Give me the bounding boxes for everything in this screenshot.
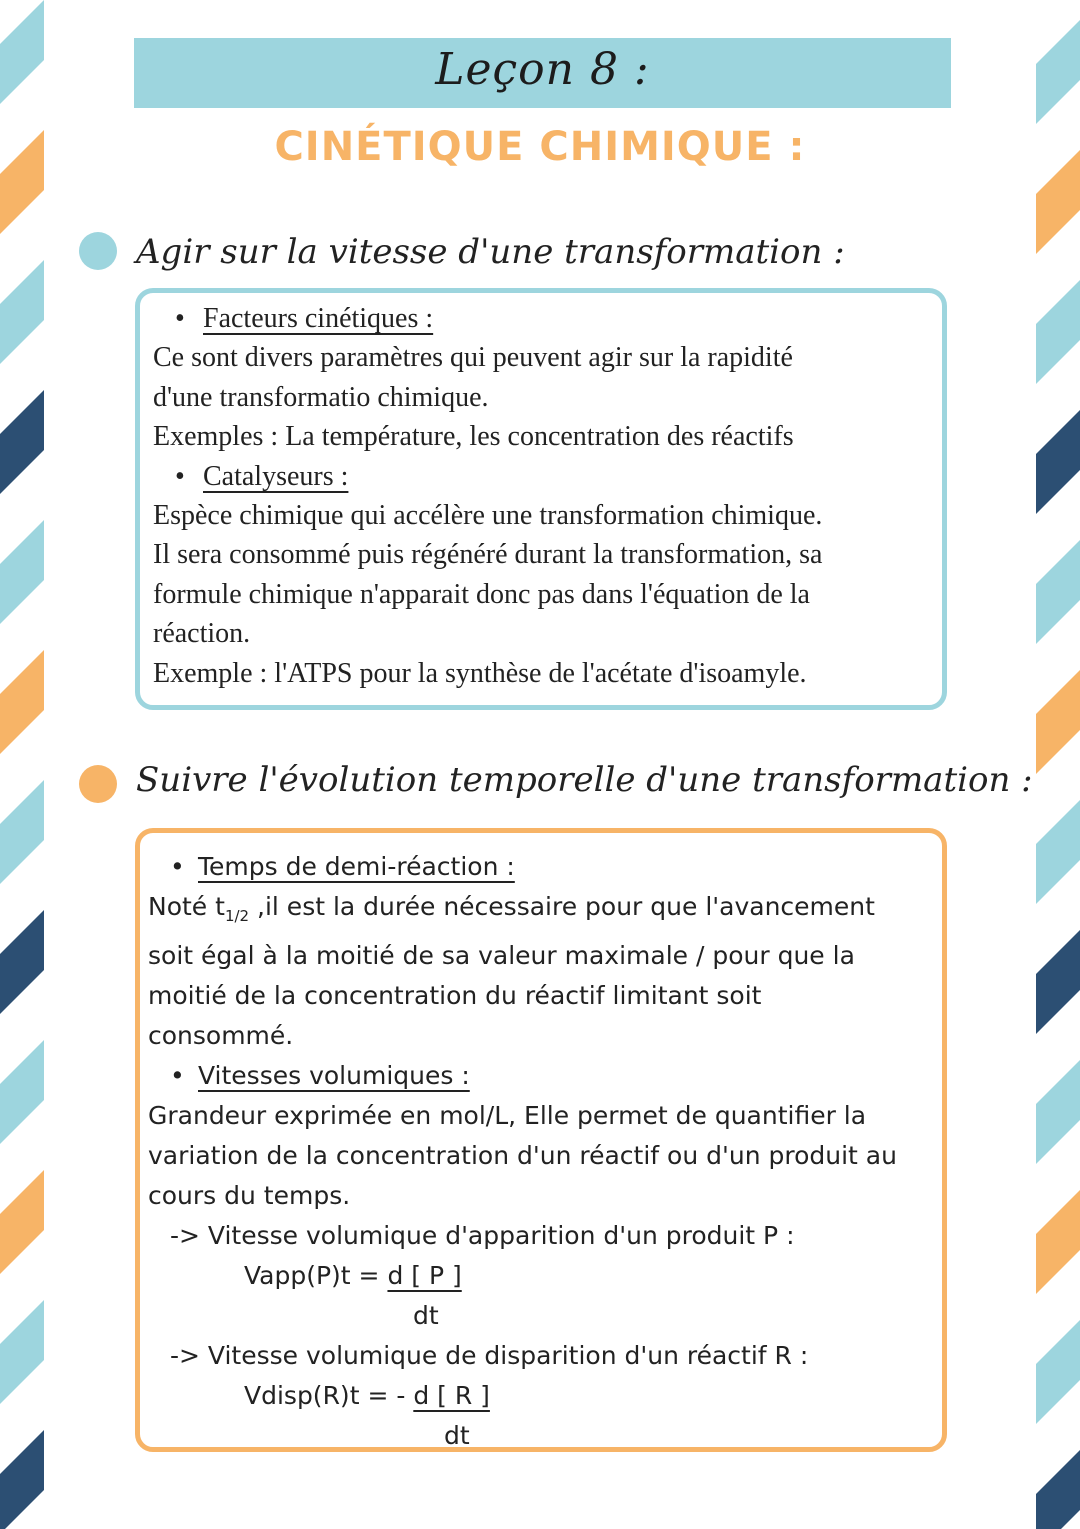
- text-line: consommé.: [148, 1021, 294, 1050]
- section1-dot: [79, 232, 117, 270]
- stripe-band: [0, 1040, 44, 1144]
- section2-dot: [79, 765, 117, 803]
- formula-numerator: d [ R ]: [413, 1381, 490, 1410]
- formula-lhs: Vdisp(R)t = -: [244, 1381, 414, 1410]
- bullet-label: Temps de demi-réaction :: [198, 852, 515, 881]
- stripe-band: [0, 0, 44, 104]
- bullet-label: Catalyseurs :: [203, 460, 349, 492]
- stripe-band: [0, 650, 44, 754]
- right-stripe-border: [1036, 0, 1080, 1529]
- text-line: Ce sont divers paramètres qui peuvent agir sur la rapidité: [153, 342, 793, 374]
- section2-content: [148, 847, 936, 1456]
- bullet-temps-demi-reaction: • Temps de demi-réaction :: [170, 852, 515, 881]
- formula-denominator: dt: [444, 1421, 470, 1450]
- note-rest: ,il est la durée nécessaire pour que l'avancement: [249, 892, 875, 921]
- stripe-band: [0, 780, 44, 884]
- text-line: Espèce chimique qui accélère une transformation chimique.: [153, 500, 823, 532]
- text-line: moitié de la concentration du réactif limitant soit: [148, 981, 762, 1010]
- left-stripe-border: [0, 0, 44, 1529]
- text-line: réaction.: [153, 618, 251, 650]
- right-stripe-pattern: [1036, 0, 1080, 1529]
- stripe-band: [1036, 280, 1080, 384]
- text-line: cours du temps.: [148, 1181, 351, 1210]
- stripe-band: [1036, 20, 1080, 124]
- bullet-label: Vitesses volumiques :: [198, 1061, 470, 1090]
- stripe-band: [1036, 1060, 1080, 1164]
- text-line: Il sera consommé puis régénéré durant la transformation, sa: [153, 539, 823, 571]
- formula-disparition: [148, 1376, 936, 1416]
- formula-apparition: [148, 1256, 936, 1296]
- stripe-band: [1036, 930, 1080, 1034]
- lesson-number: Leçon 8 :: [435, 44, 650, 95]
- formula-lhs: Vapp(P)t =: [244, 1261, 388, 1290]
- stripe-band: [1036, 1190, 1080, 1294]
- formula-denominator: dt: [413, 1301, 439, 1330]
- text-line: Exemples : La température, les concentration des réactifs: [153, 421, 794, 453]
- bullet-facteurs: • Facteurs cinétiques :: [175, 303, 434, 334]
- lesson-title-bar: [134, 38, 951, 108]
- left-stripe-pattern: [0, 0, 44, 1529]
- stripe-band: [1036, 800, 1080, 904]
- stripe-band: [0, 1300, 44, 1404]
- note-prefix: Noté t: [148, 892, 225, 921]
- stripe-band: [1036, 1450, 1080, 1529]
- bullet-label: Facteurs cinétiques :: [203, 303, 434, 334]
- stripe-band: [0, 1170, 44, 1274]
- text-line: variation de la concentration d'un réactif ou d'un produit au: [148, 1141, 897, 1170]
- arrow-apparition: -> Vitesse volumique d'apparition d'un produit P :: [170, 1221, 795, 1250]
- stripe-band: [0, 390, 44, 494]
- text-line: Grandeur exprimée en mol/L, Elle permet de quantifier la: [148, 1101, 867, 1130]
- stripe-band: [1036, 410, 1080, 514]
- stripe-band: [0, 910, 44, 1014]
- section2-heading: Suivre l'évolution temporelle d'une transformation :: [136, 760, 1033, 800]
- text-line: Exemple : l'ATPS pour la synthèse de l'acétate d'isoamyle.: [153, 657, 807, 689]
- section1-content: [153, 299, 932, 693]
- text-line: soit égal à la moitié de sa valeur maximale / pour que la: [148, 941, 855, 970]
- half-life-line: [148, 887, 936, 936]
- bullet-vitesses-volumiques: • Vitesses volumiques :: [170, 1061, 470, 1090]
- stripe-band: [0, 260, 44, 364]
- text-line: d'une transformatio chimique.: [153, 381, 489, 413]
- formula-numerator: d [ P ]: [387, 1261, 462, 1290]
- bullet-catalyseurs: • Catalyseurs :: [175, 460, 349, 492]
- text-line: formule chimique n'apparait donc pas dans l'équation de la: [153, 578, 810, 610]
- stripe-band: [0, 1430, 44, 1529]
- section2-box: [135, 828, 947, 1452]
- stripe-band: [1036, 670, 1080, 774]
- arrow-disparition: -> Vitesse volumique de disparition d'un réactif R :: [170, 1341, 809, 1370]
- stripe-band: [0, 520, 44, 624]
- stripe-band: [1036, 540, 1080, 644]
- page-title: CINÉTIQUE CHIMIQUE :: [274, 124, 806, 170]
- stripe-band: [1036, 1320, 1080, 1424]
- section1-box: [135, 288, 947, 710]
- note-subscript: 1/2: [224, 907, 250, 925]
- section1-heading: Agir sur la vitesse d'une transformation :: [136, 232, 845, 272]
